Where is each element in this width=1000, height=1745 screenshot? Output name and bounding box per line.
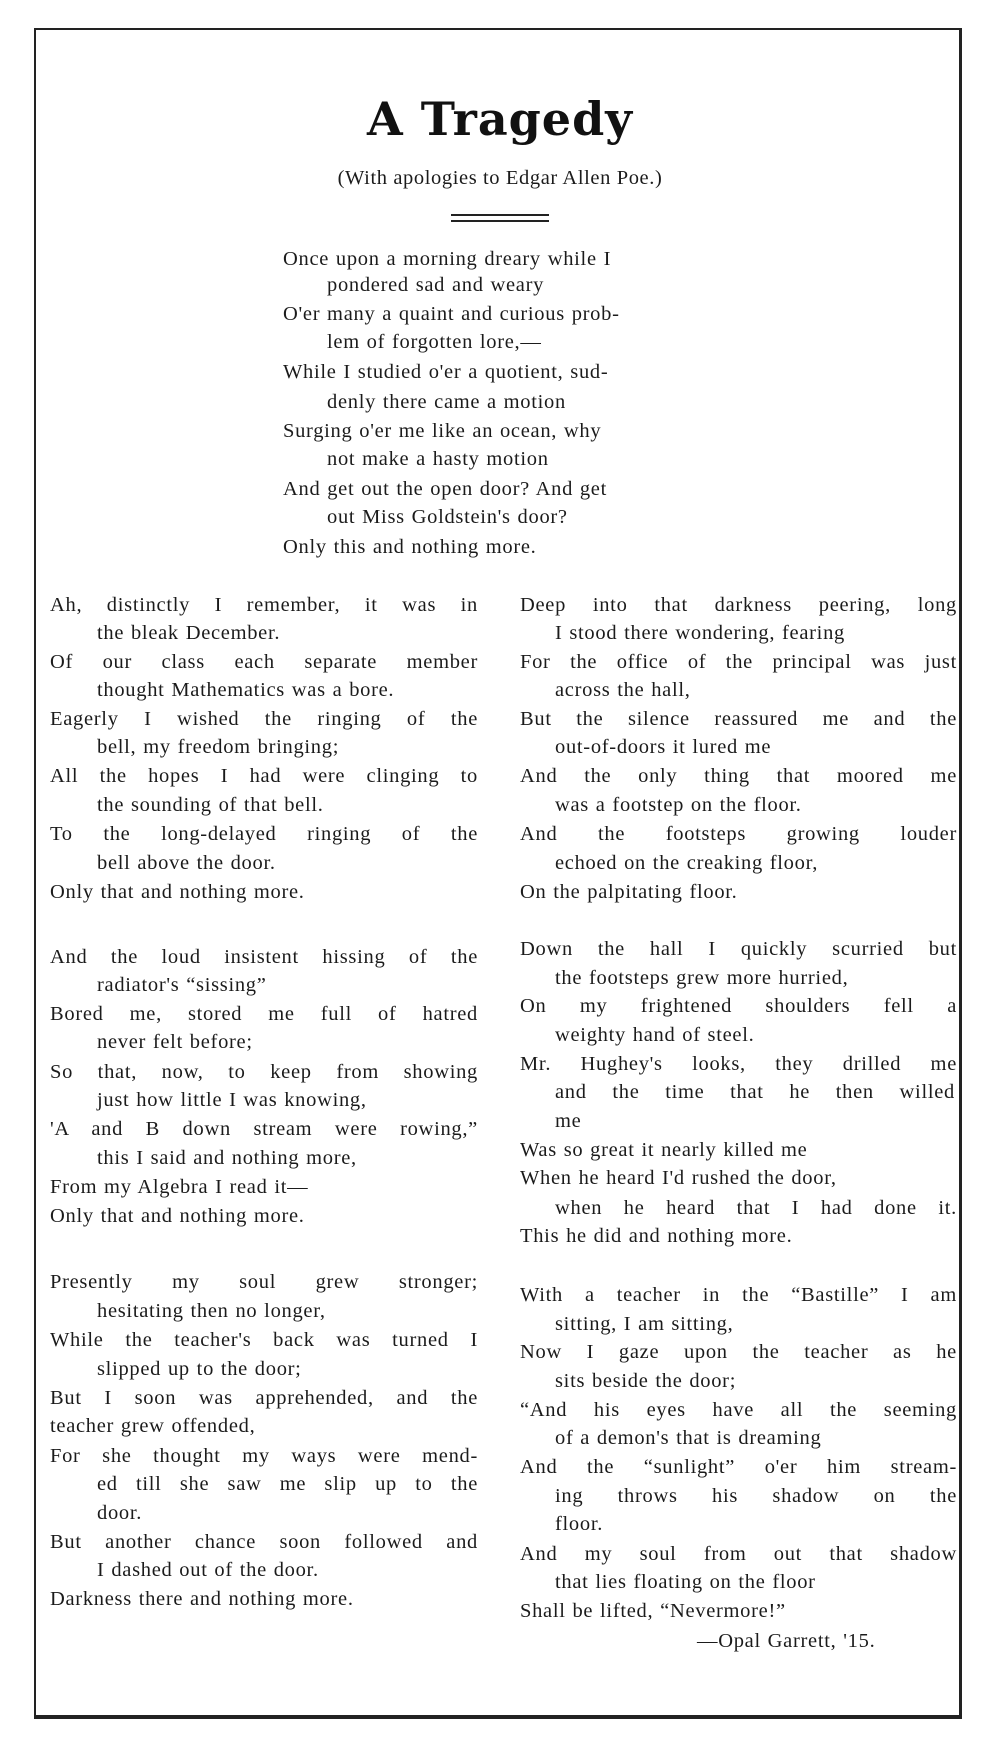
- left-col-line: thought Mathematics was a bore.: [97, 679, 395, 701]
- left-col-line: Darkness there and nothing more.: [50, 1588, 354, 1610]
- right-col-line: For the office of the principal was just: [520, 651, 957, 673]
- poem-subtitle: (With apologies to Edgar Allen Poe.): [337, 167, 663, 189]
- left-col-line: But another chance soon followed and: [50, 1531, 478, 1553]
- right-col-line: “And his eyes have all the seeming: [520, 1399, 957, 1421]
- right-col-line: out-of-doors it lured me: [555, 736, 772, 758]
- left-col-line: teacher grew offended,: [50, 1415, 256, 1437]
- right-col-line: that lies floating on the floor: [555, 1571, 816, 1593]
- title-divider-top: [451, 214, 549, 216]
- intro-line: While I studied o'er a quotient, sud-: [283, 361, 609, 383]
- right-col-line: of a demon's that is dreaming: [555, 1427, 822, 1449]
- left-col-line: From my Algebra I read it—: [50, 1176, 309, 1198]
- left-col-line: never felt before;: [97, 1031, 253, 1053]
- left-col-line: Presently my soul grew stronger;: [50, 1271, 478, 1293]
- left-col-line: the sounding of that bell.: [97, 794, 324, 816]
- poem-signature: —Opal Garrett, '15.: [697, 1630, 876, 1652]
- intro-line: And get out the open door? And get: [283, 478, 608, 500]
- left-col-line: Ah, distinctly I remember, it was in: [50, 594, 478, 616]
- left-col-line: All the hopes I had were clinging to: [50, 765, 478, 787]
- intro-line: not make a hasty motion: [327, 448, 549, 470]
- right-col-line: I stood there wondering, fearing: [555, 622, 845, 644]
- left-col-line: bell above the door.: [97, 852, 276, 874]
- right-col-line: echoed on the creaking floor,: [555, 852, 819, 874]
- right-col-line: Shall be lifted, “Nevermore!”: [520, 1600, 786, 1622]
- left-col-line: door.: [97, 1502, 143, 1524]
- left-col-line: While the teacher's back was turned I: [50, 1329, 478, 1351]
- right-col-line: Deep into that darkness peering, long: [520, 594, 957, 616]
- left-col-line: bell, my freedom bringing;: [97, 736, 340, 758]
- right-col-line: when he heard that I had done it.: [555, 1197, 957, 1219]
- left-col-line: the bleak December.: [97, 622, 281, 644]
- left-col-line: this I said and nothing more,: [97, 1147, 357, 1169]
- left-col-line: Eagerly I wished the ringing of the: [50, 708, 478, 730]
- right-col-line: sitting, I am sitting,: [555, 1313, 734, 1335]
- right-col-line: floor.: [555, 1513, 604, 1535]
- left-col-line: Bored me, stored me full of hatred: [50, 1003, 478, 1025]
- right-col-line: across the hall,: [555, 679, 691, 701]
- left-col-line: radiator's “sissing”: [97, 974, 267, 996]
- intro-line: O'er many a quaint and curious prob-: [283, 303, 620, 325]
- right-col-line: On my frightened shoulders fell a: [520, 995, 957, 1017]
- right-col-line: When he heard I'd rushed the door,: [520, 1167, 837, 1189]
- right-col-line: sits beside the door;: [555, 1370, 737, 1392]
- title-divider-bottom: [451, 220, 549, 222]
- right-col-line: Now I gaze upon the teacher as he: [520, 1341, 957, 1363]
- left-col-line: hesitating then no longer,: [97, 1300, 326, 1322]
- intro-line: lem of forgotten lore,—: [327, 331, 542, 353]
- right-col-line: Was so great it nearly killed me: [520, 1139, 808, 1161]
- intro-line: pondered sad and weary: [327, 274, 545, 296]
- left-col-line: Only that and nothing more.: [50, 881, 305, 903]
- right-col-line: And the only thing that moored me: [520, 765, 957, 787]
- left-col-line: Only that and nothing more.: [50, 1205, 305, 1227]
- left-col-line: Of our class each separate member: [50, 651, 478, 673]
- right-col-line: With a teacher in the “Bastille” I am: [520, 1284, 957, 1306]
- left-col-line: I dashed out of the door.: [97, 1559, 319, 1581]
- poem-title: A Tragedy: [367, 92, 633, 146]
- left-col-line: To the long-delayed ringing of the: [50, 823, 478, 845]
- intro-line: Surging o'er me like an ocean, why: [283, 420, 602, 442]
- right-col-line: was a footstep on the floor.: [555, 794, 802, 816]
- left-col-line: But I soon was apprehended, and the: [50, 1387, 478, 1409]
- right-col-line: And the “sunlight” o'er him stream-: [520, 1456, 957, 1478]
- left-col-line: ed till she saw me slip up to the: [97, 1473, 478, 1495]
- right-col-line: the footsteps grew more hurried,: [555, 967, 849, 989]
- left-col-line: So that, now, to keep from showing: [50, 1061, 478, 1083]
- right-col-line: Down the hall I quickly scurried but: [520, 938, 957, 960]
- right-col-line: But the silence reassured me and the: [520, 708, 957, 730]
- intro-line: denly there came a motion: [327, 391, 566, 413]
- right-col-line: On the palpitating floor.: [520, 881, 738, 903]
- left-col-line: For she thought my ways were mend-: [50, 1445, 478, 1467]
- intro-line: out Miss Goldstein's door?: [327, 506, 568, 528]
- right-col-line: Mr. Hughey's looks, they drilled me: [520, 1053, 957, 1075]
- left-col-line: just how little I was knowing,: [97, 1089, 367, 1111]
- right-col-line: And the footsteps growing louder: [520, 823, 957, 845]
- right-col-line: ing throws his shadow on the: [555, 1485, 957, 1507]
- right-col-line: This he did and nothing more.: [520, 1225, 793, 1247]
- intro-line: Only this and nothing more.: [283, 536, 537, 558]
- right-col-line: weighty hand of steel.: [555, 1024, 755, 1046]
- right-col-line: me: [555, 1110, 582, 1132]
- left-col-line: slipped up to the door;: [97, 1358, 302, 1380]
- right-col-line: And my soul from out that shadow: [520, 1543, 957, 1565]
- right-col-line: and the time that he then willed: [555, 1081, 955, 1103]
- left-col-line: And the loud insistent hissing of the: [50, 946, 478, 968]
- intro-line: Once upon a morning dreary while I: [283, 248, 612, 270]
- left-col-line: 'A and B down stream were rowing,”: [50, 1118, 478, 1140]
